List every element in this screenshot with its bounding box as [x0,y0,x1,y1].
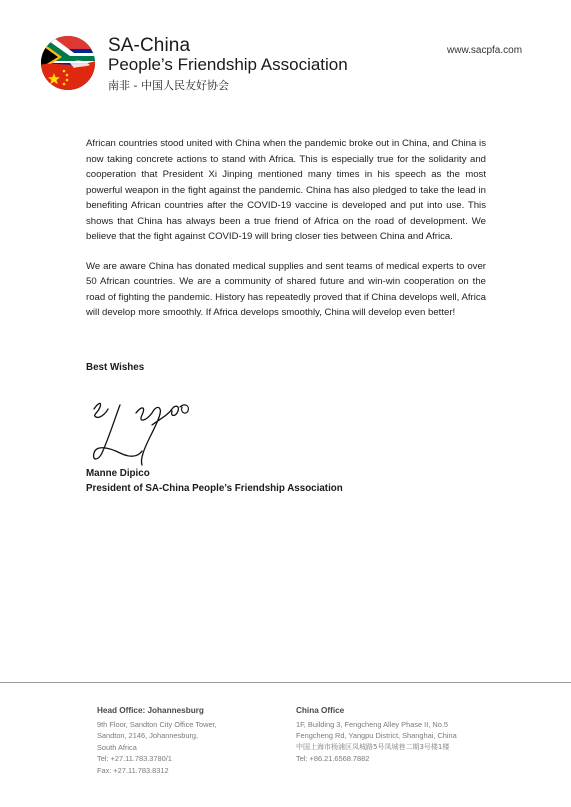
letter-body [86,136,486,335]
head-office-tel: Tel: +27.11.783.3780/1 [97,754,172,764]
closing-salutation: Best Wishes [86,362,145,373]
website-link[interactable]: www.sacpfa.com [447,45,523,56]
association-logo-icon [40,35,96,91]
china-office-heading: China Office [296,706,345,715]
handwritten-signature [80,395,210,470]
head-office-heading: Head Office: Johannesburg [97,706,204,715]
signer-name: Manne Dipico [86,468,150,479]
head-office-line: South Africa [97,742,137,752]
china-office-line: 1F, Building 3, Fengcheng Alley Phase II, No.5 [296,720,449,729]
paragraph-2: We are aware China has donated medical supplies and sent teams of medical experts to over 50 African countries. We are a community of shared future and win-win cooperation on the road of fighting the pandemic. History has repeatedly proved that if China develops well, Africa will develop more smoothly. If Africa develops smoothly, China will develop even better! [86,260,486,318]
signer-title: President of SA-China People’s Friendship Association [86,483,343,494]
head-office-block [97,705,247,776]
footer-divider [0,682,571,683]
head-office-fax: Fax: +27.11.783.8312 [97,765,169,775]
org-name-line1: SA-China [108,35,191,56]
china-office-block [296,705,476,765]
paragraph-1: African countries stood united with China when the pandemic broke out in China, and China is now taking concrete actions to stand with Africa. This is especially true for the solidarity and cooperation that President Xi Jinping mentioned many times in his speech as the most powerful weapon in the fight against the pandemic. China has also pledged to take the lead in benefiting African countries after the COVID-19 vaccine is developed and put into use. This shows that China has always been a true friend of Africa on the road of development. We believe that the fight against COVID-19 will bring closer ties between China and Africa. [86,138,486,242]
china-office-tel: Tel: +86.21.6568.7882 [296,754,370,764]
head-office-line: 9th Floor, Sandton City Office Tower, [97,720,217,729]
head-office-line: Sandton, 2146, Johannesburg, [97,731,199,741]
org-name-chinese: 南非 - 中国人民友好协会 [108,79,229,92]
org-name-line2: People’s Friendship Association [108,55,348,74]
china-office-line-chinese: 中国上海市杨浦区凤城路5号凤城巷二期3号楼1楼 [296,742,450,751]
china-office-line: Fengcheng Rd, Yangpu District, Shanghai, China [296,731,457,741]
